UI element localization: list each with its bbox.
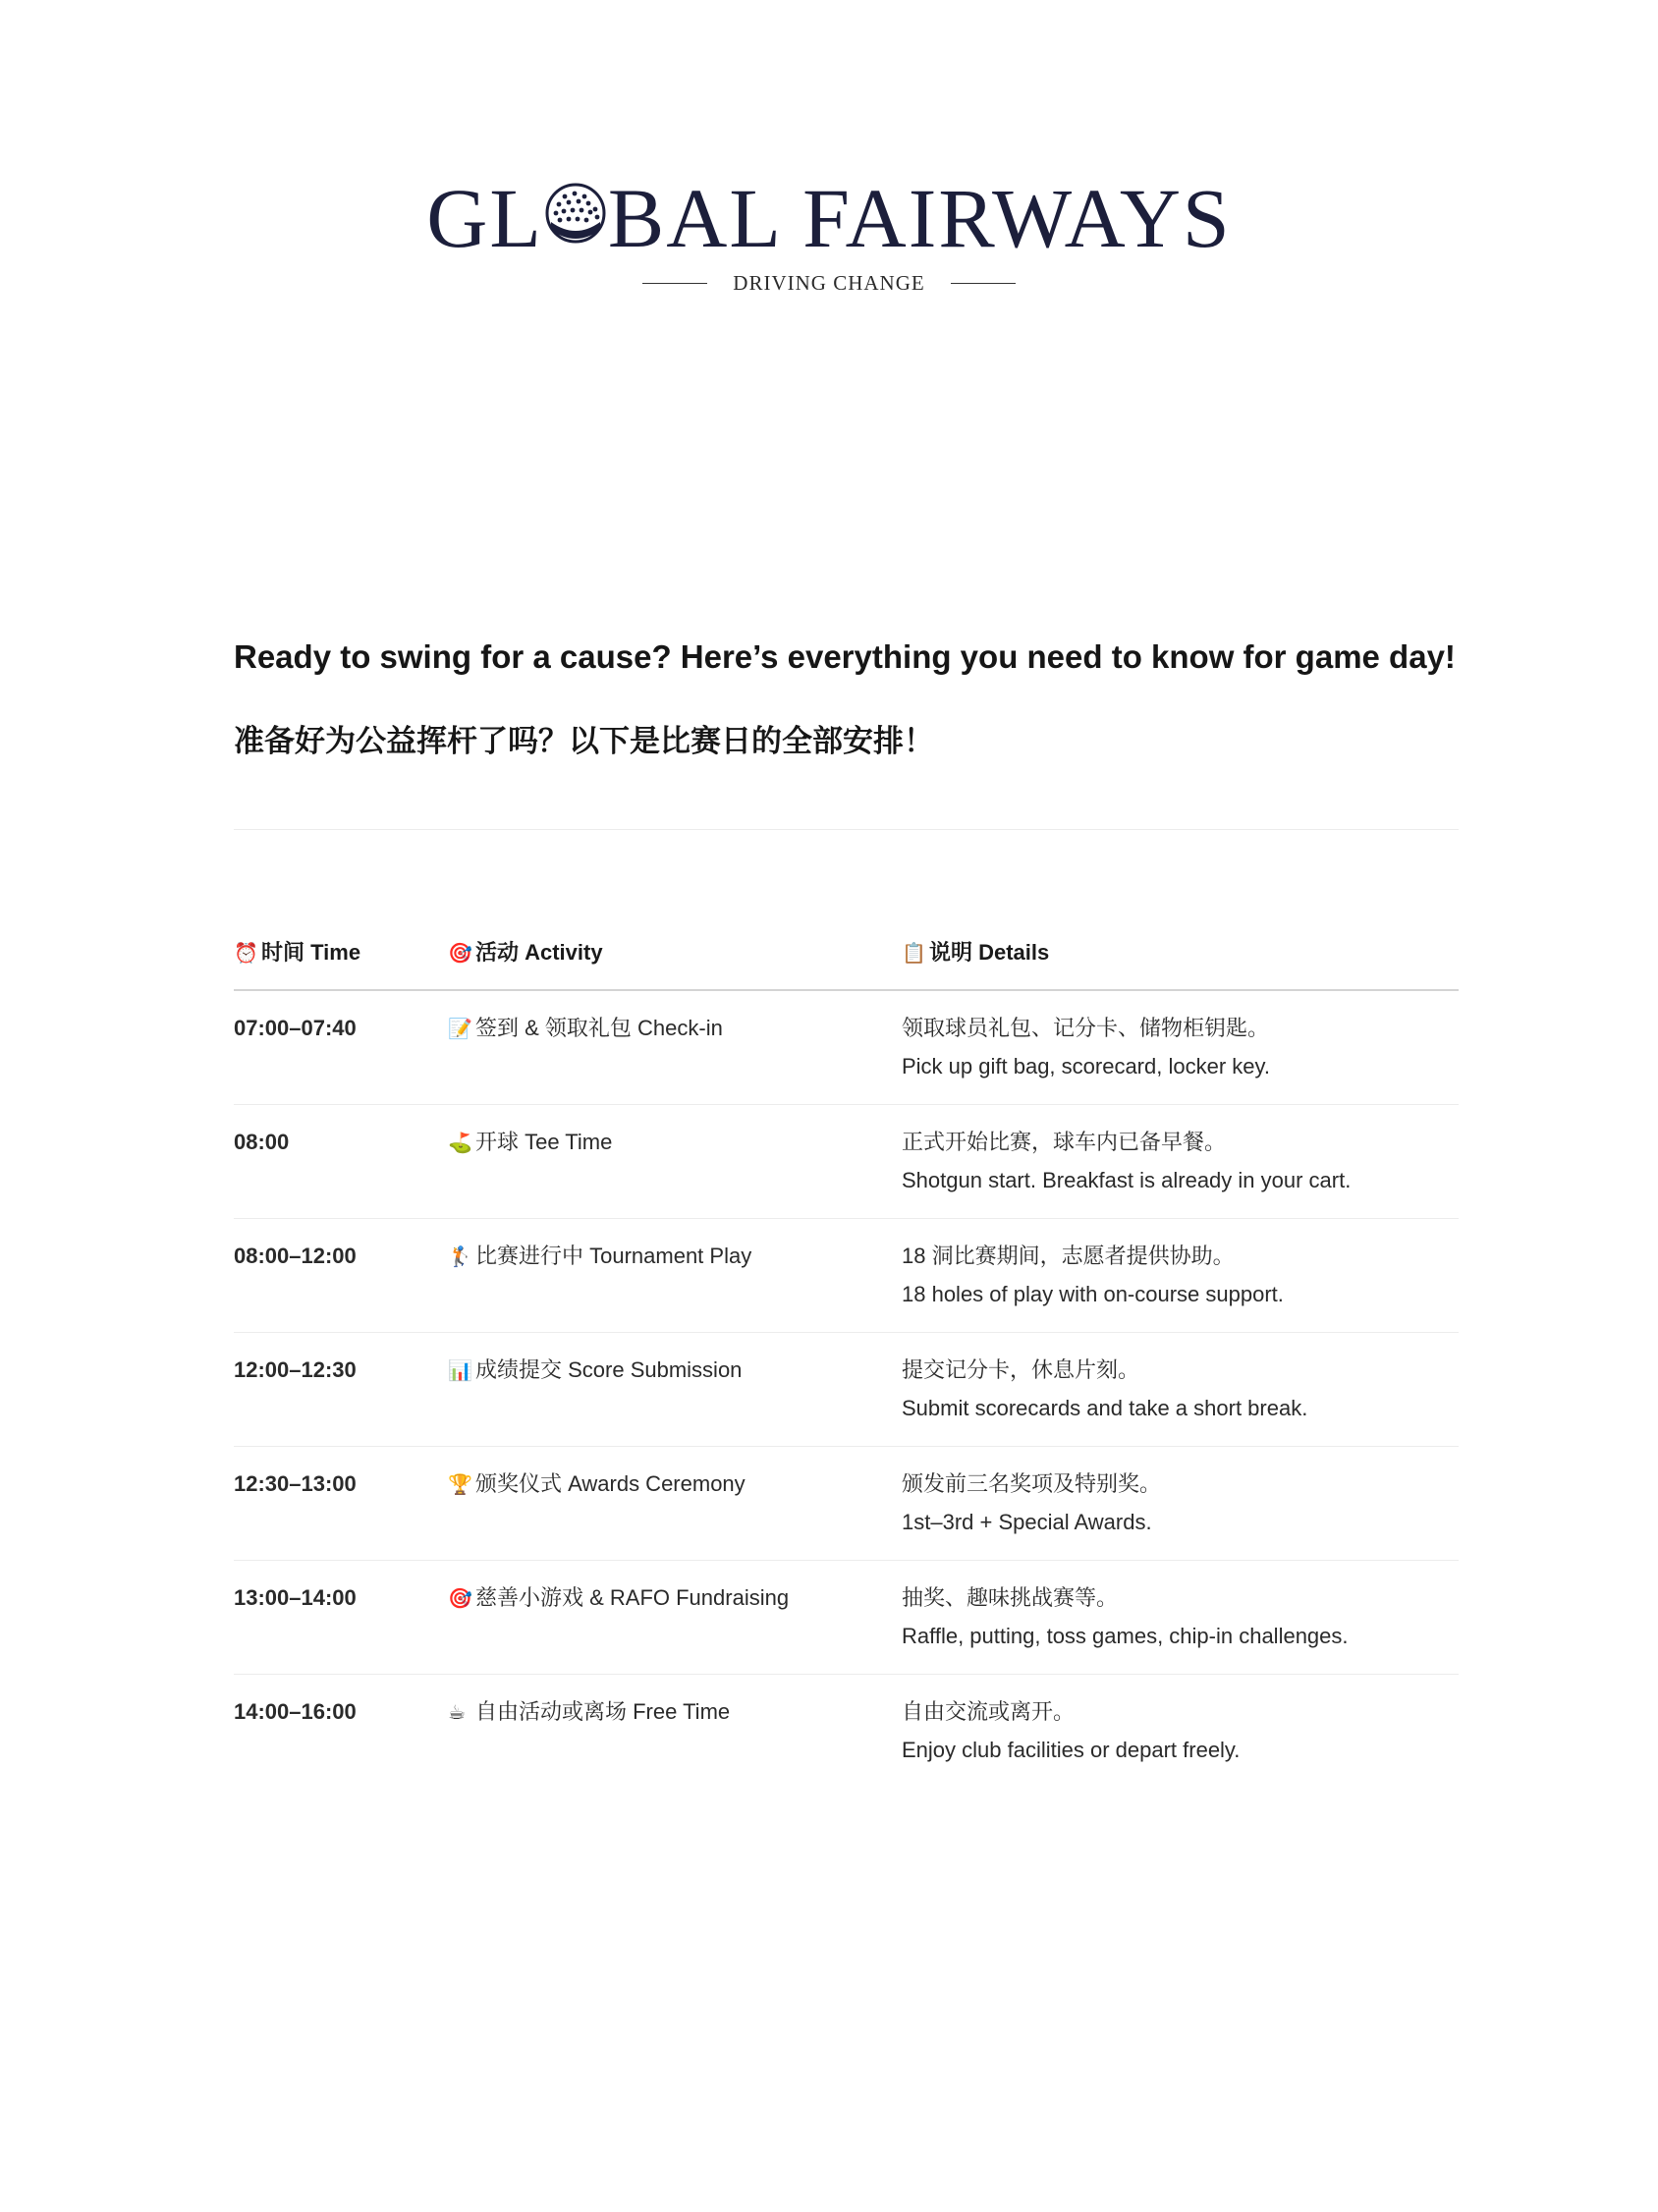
row-details	[902, 1675, 1459, 1789]
header-activity	[448, 923, 902, 990]
target-icon: 🎯	[448, 1588, 472, 1610]
row-details-en: Submit scorecards and take a short break.	[902, 1396, 1308, 1420]
row-details	[902, 1105, 1459, 1219]
header-activity-label: 活动 Activity	[475, 940, 603, 965]
row-activity	[448, 1105, 902, 1219]
header-time-label: 时间 Time	[261, 940, 361, 965]
tagline-text: DRIVING CHANGE	[733, 271, 925, 295]
bar-chart-icon: 📊	[448, 1360, 472, 1382]
row-details	[902, 1561, 1459, 1675]
row-details-en: 18 holes of play with on-course support.	[902, 1282, 1284, 1306]
row-details-zh: 提交记分卡，休息片刻。	[902, 1357, 1140, 1382]
row-details-en: Enjoy club facilities or depart freely.	[902, 1738, 1241, 1762]
row-activity-label: 签到 & 领取礼包 Check-in	[475, 1016, 723, 1040]
section-divider	[234, 829, 1459, 830]
coffee-icon: ☕	[448, 1702, 466, 1724]
target-icon: 🎯	[448, 943, 472, 965]
row-details-en: Pick up gift bag, scorecard, locker key.	[902, 1054, 1270, 1078]
header-details-label: 说明 Details	[929, 940, 1050, 965]
tagline-rule-left	[642, 283, 707, 284]
row-activity	[448, 1675, 902, 1789]
row-activity-label: 成绩提交 Score Submission	[475, 1357, 743, 1382]
row-details	[902, 1333, 1459, 1447]
table-row	[234, 990, 1459, 1105]
row-details-zh: 18 洞比赛期间，志愿者提供协助。	[902, 1244, 1235, 1268]
alarm-clock-icon: ⏰	[234, 943, 258, 965]
row-time: 12:00–12:30	[234, 1333, 448, 1447]
row-details-en: Raffle, putting, toss games, chip-in challenges.	[902, 1624, 1349, 1648]
table-row	[234, 1105, 1459, 1219]
schedule-header-row	[234, 923, 1459, 990]
row-time: 08:00–12:00	[234, 1219, 448, 1333]
row-details-en: 1st–3rd + Special Awards.	[902, 1510, 1152, 1534]
row-activity	[448, 1219, 902, 1333]
table-row	[234, 1333, 1459, 1447]
tagline-rule-right	[951, 283, 1016, 284]
row-details	[902, 1219, 1459, 1333]
golf-ball-icon	[545, 183, 606, 244]
table-row	[234, 1561, 1459, 1675]
intro-heading-zh: 准备好为公益挥杆了吗？以下是比赛日的全部安排！	[234, 724, 934, 758]
row-details	[902, 990, 1459, 1105]
row-time: 07:00–07:40	[234, 990, 448, 1105]
logo-text-right: BAL FAIRWAYS	[607, 171, 1232, 266]
row-activity	[448, 1333, 902, 1447]
logo-text-left: GL	[426, 171, 543, 266]
row-details-zh: 颁发前三名奖项及特别奖。	[902, 1471, 1162, 1496]
header-details	[902, 923, 1459, 990]
table-row	[234, 1447, 1459, 1561]
tagline	[0, 271, 1658, 296]
brand-logo	[0, 155, 1658, 272]
row-activity-label: 开球 Tee Time	[475, 1130, 613, 1154]
golf-flag-icon: ⛳	[448, 1133, 472, 1154]
row-activity-label: 慈善小游戏 & RAFO Fundraising	[475, 1585, 790, 1610]
schedule-table	[234, 923, 1459, 1788]
row-activity	[448, 1561, 902, 1675]
row-activity-label: 比赛进行中 Tournament Play	[475, 1244, 752, 1268]
golfer-icon: 🏌	[448, 1246, 472, 1268]
clipboard-icon: 📋	[902, 943, 926, 965]
row-details-zh: 抽奖、趣味挑战赛等。	[902, 1585, 1119, 1610]
table-row	[234, 1675, 1459, 1789]
row-activity	[448, 1447, 902, 1561]
row-time: 13:00–14:00	[234, 1561, 448, 1675]
row-details-zh: 正式开始比赛，球车内已备早餐。	[902, 1130, 1227, 1154]
row-activity	[448, 990, 902, 1105]
row-time: 12:30–13:00	[234, 1447, 448, 1561]
row-details-zh: 领取球员礼包、记分卡、储物柜钥匙。	[902, 1016, 1270, 1040]
header-time	[234, 923, 448, 990]
intro-heading-en: Ready to swing for a cause? Here’s everything you need to know for game day!	[234, 638, 1456, 675]
row-activity-label: 颁奖仪式 Awards Ceremony	[475, 1471, 746, 1496]
row-details-zh: 自由交流或离开。	[902, 1699, 1076, 1724]
trophy-icon: 🏆	[448, 1474, 472, 1496]
row-time: 14:00–16:00	[234, 1699, 357, 1724]
row-activity-label: 自由活动或离场 Free Time	[475, 1699, 731, 1724]
table-row	[234, 1219, 1459, 1333]
memo-icon: 📝	[448, 1019, 472, 1040]
row-details-en: Shotgun start. Breakfast is already in your cart.	[902, 1168, 1352, 1192]
row-details	[902, 1447, 1459, 1561]
row-time: 08:00	[234, 1105, 448, 1219]
